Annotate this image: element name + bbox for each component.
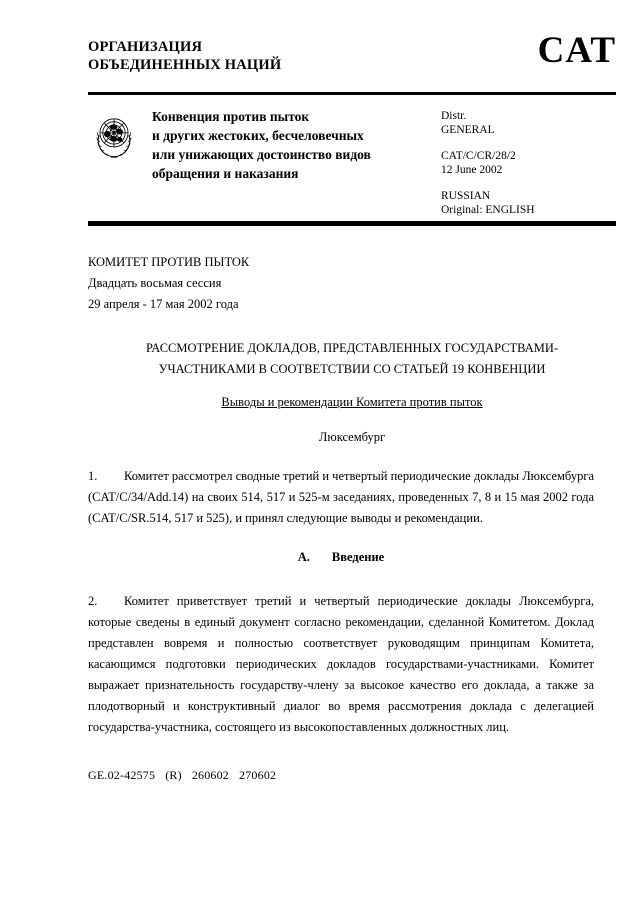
document-symbol: CAT/C/CR/28/2	[441, 150, 516, 162]
distribution-value: GENERAL	[441, 124, 495, 136]
distribution-group	[441, 109, 616, 137]
committee-session-dates: 29 апреля - 17 мая 2002 года	[88, 297, 239, 311]
distribution-label: Distr.	[441, 110, 467, 122]
paragraph-2-text: Комитет приветствует третий и четвертый периодические доклады Люксембурга, которые сведены в единый документ согласно рекомендации, сделанной Комитетом. Доклад представлен вовремя и полностью соответствует руководящим принципам Комитета, касающимся подготовки периодических докладов государствами-участниками. Комитет выражает признательность государству-члену за высокое качество его доклада, а также за плодотворный и конструктивный диалог во время рассмотрения доклада с делегацией государства-участника, состоящего из высокопоставленных должностных лиц.	[88, 594, 594, 734]
footer-code-2: 270602	[239, 768, 277, 782]
document-language: RUSSIAN	[441, 190, 491, 202]
committee-name: КОМИТЕТ ПРОТИВ ПЫТОК	[88, 255, 250, 269]
paragraph-1	[88, 466, 594, 529]
page-title	[112, 338, 592, 380]
document-symbol-cat: CAT	[537, 30, 616, 71]
document-date: 12 June 2002	[441, 164, 503, 176]
un-emblem-icon	[88, 110, 140, 162]
convention-title-line1: Конвенция против пыток	[152, 109, 310, 124]
organization-name-line1: ОРГАНИЗАЦИЯ	[88, 39, 203, 55]
country-name: Люксембург	[318, 430, 386, 444]
convention-title-line3: или унижающих достоинство видов	[152, 147, 371, 162]
language-group	[441, 189, 616, 217]
paragraph-2	[88, 591, 594, 738]
header-rule-top	[88, 92, 616, 95]
convention-title-line4: обращения и наказания	[152, 166, 299, 181]
page-title-line2: УЧАСТНИКАМИ В СООТВЕТСТВИИ СО СТАТЬЕЙ 19 КОНВЕНЦИИ	[158, 362, 546, 376]
document-footer	[88, 768, 276, 783]
header-rule-bottom	[88, 221, 616, 226]
section-a-letter: A.	[297, 550, 310, 564]
symbol-group	[441, 149, 616, 177]
organization-name-line2: ОБЪЕДИНЕННЫХ НАЦИЙ	[88, 57, 282, 73]
organization-name	[88, 38, 281, 74]
paragraph-1-number: 1.	[88, 469, 98, 483]
paragraph-1-text: Комитет рассмотрел сводные третий и четвертый периодические доклады Люксембурга (CAT/C/34/Add.14) на своих 514, 517 и 525-м заседаниях, проведенных 7, 8 и 15 мая 2002 года (CAT/C/SR.514, 517 и 525), и принял следующие выводы и рекомендации.	[88, 469, 594, 525]
page-subtitle-text: Выводы и рекомендации Комитета против пыток	[221, 395, 483, 409]
footer-language-code: (R)	[165, 768, 182, 782]
paragraph-2-number: 2.	[88, 594, 98, 608]
footer-job-number: GE.02-42575	[88, 768, 156, 782]
committee-session: Двадцать восьмая сессия	[88, 276, 222, 290]
distribution-block	[441, 109, 616, 217]
convention-block	[88, 107, 616, 217]
section-a-title: Введение	[331, 550, 385, 564]
section-a-heading	[88, 550, 594, 565]
footer-code-1: 260602	[191, 768, 230, 782]
committee-block	[88, 252, 616, 315]
page-title-line1: РАССМОТРЕНИЕ ДОКЛАДОВ, ПРЕДСТАВЛЕННЫХ ГОСУДАРСТВАМИ-	[145, 341, 559, 355]
masthead	[88, 30, 616, 74]
document-original-language: Original: ENGLISH	[441, 204, 535, 216]
page-subtitle	[88, 395, 616, 410]
convention-title	[152, 107, 441, 183]
convention-title-line2: и других жестоких, бесчеловечных	[152, 128, 364, 143]
